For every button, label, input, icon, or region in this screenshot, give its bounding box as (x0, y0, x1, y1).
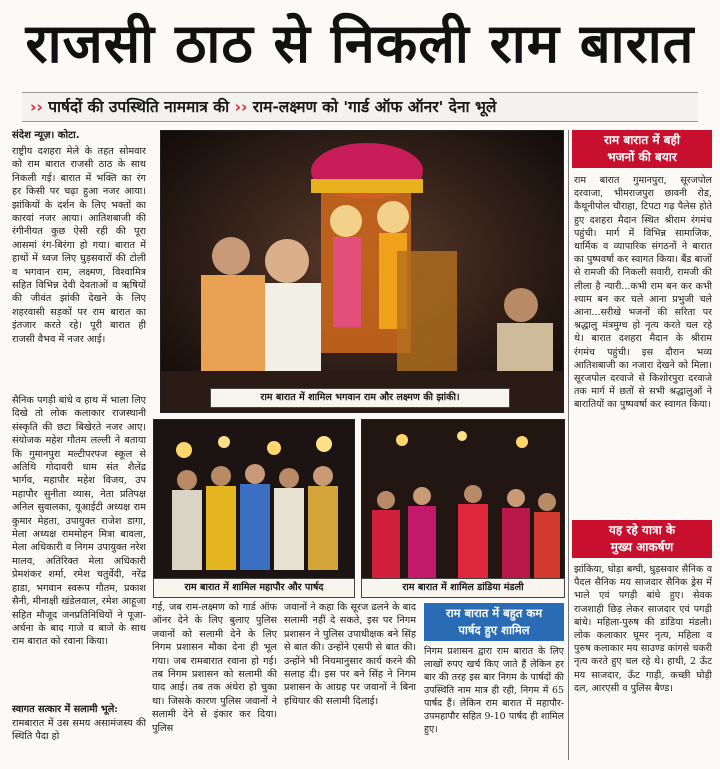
column-1-text-a: राष्ट्रीय दशहरा मेले के तहत सोमवार को राम बारात राजसी ठाठ के साथ निकली गई। बारात में भक्ति का रंग हर किसी पर चढ़ा हुआ नजर आया। झांकियों के दर्शन के लिए भक्तों का कारवां नजर आया। आतिशबाजी की रंगीनीयत कुछ ऐसी रही की पूरा आसमां रंग-बिरंगा हो गया। बारात में हाथों में ध्वज लिए घुड़सवारों की टोली व भगवान राम, लक्ष्मण, विश्वामित्र सहित विभिन्न देवी देवताओं व ऋषियों की जीवंत झांकी देखने के लिए शहरवासी सड़कों पर राम बारात का इंतजार करते रहे। पूरी बारात ही राजसी वैभव में नजर आई। (12, 146, 146, 345)
photo-mayor-councillors (153, 419, 355, 594)
blue-box-heading-line1: राम बारात में बहुत कम (445, 606, 543, 620)
photo-dandiya-troupe-image (362, 420, 565, 594)
blue-box-heading-line2: पार्षद हुए शामिल (458, 623, 530, 637)
right-box-1-heading-line2: भजनों की बयार (607, 150, 677, 164)
subhead-left: पार्षदों की उपस्थिति नाममात्र की (48, 98, 230, 116)
caption-right-photo: राम बारात में शामिल डांडिया मंडली (361, 578, 565, 598)
right-box-2-heading-line1: यह रहे यात्रा के (608, 523, 676, 537)
right-box-1-heading (572, 130, 712, 168)
right-box-2-heading (572, 520, 712, 558)
photo-mayor-councillors-image (154, 420, 355, 594)
caption-main-photo: राम बारात में शामिल भगवान राम और लक्ष्मण की झांकी। (210, 388, 510, 408)
arrow-right: ›› (234, 98, 248, 116)
photo-dandiya-troupe (361, 419, 565, 594)
subheadline-bar (22, 92, 698, 122)
right-box-2-text: झांकिया, घोड़ा बग्घी, घुड़सवार सैनिक व पैदल सैनिक मय साजदार सैनिक ड्रेस में भाले एवं पगड़ी बांधे हुए। सेवक राजशाही छिड़ लेकर साजदार एवं पगड़ी बांधे। महिला-पुरुष की डांडिया मंडली। लोक कलाकार घूमर नृत्य, महिला व पुरुष कलाकार मय साउण्ड कांगसे चकरी नृत्य करते हुए चल रहे थे। हाथी, 2 ऊँट मय साजदार, ऊँट गाड़ी, कच्छी घोड़ी दल, आरएसी व पुलिस बैण्ड। (574, 564, 712, 694)
column-1-text-b: सैनिक पगड़ी बांधे व हाथ में भाला लिए दिखे तो लोक कलाकार राजस्थानी संस्कृति की छटा बिखेरते नजर आए। संयोजक महेश गौतम लल्ली ने बताया कि गुमानपुरा मल्टीपरपज स्कूल से अतिथि गोदावरी धाम संत शैलेंद्र भार्गव, महापौर महेश विजय, उप महापौर सुनीता व्यास, नेता प्रतिपक्ष अनिल सुवालका, यूआईटी अध्यक्ष राम कुमार मेहता, उपायुक्त राजेश डागा, मेला अध्यक्ष राममोहन मित्रा बावला, मेला अधिकारी व निगम उपायुक्त नरेश मालव, अतिरिक्त मेला अधिकारी प्रेमशंकर शर्मा, रमेश चतुर्वेदी, नरेंद्र हाडा, भगवान स्वरूप गौतम, प्रकाश सैनी, मीनाक्षी खंडेलवाल, रमेश आहूजा सहित मौजूद जनप्रतिनिधियों ने पूजा-अर्चना के बाद गाजे व बाजे के साथ राम बारात को रवाना किया। (12, 395, 146, 648)
column-divider (568, 130, 569, 760)
column-1-subhead: स्वागत सत्कार में सलामी भूले: (12, 704, 118, 715)
column-3-text: जवानों ने कहा कि सूरज ढलने के बाद सलामी नहीं दे सकते, इस पर निगम प्रशासन ने पुलिस उपाधीक्षक बने सिंह से बात की। उन्होंने एसपी से बात की। उन्होंने भी नियमानुसार कार्य करने की सलाह दी। इस पर बने सिंह ने निगम प्रशासन के आग्रह पर जवानों ने बिना हथियार की सलामी दिलाई। (284, 602, 416, 707)
right-box-1-text: राम बारात गुमानपुरा, सूरजपोल दरवाजा, भीमराजपुरा छावनी रोड, कैथूनीपोल चौराहा, टिपटा गढ़ पैलेस होते हुए दशहरा मैदान स्थित श्रीराम रंगमंच पहुंची। मार्ग में विभिन्न सामाजिक, धार्मिक व व्यापारिक संगठनों ने बारात का पुष्पवर्षा कर स्वागत किया। बैंड बाजों से रामजी की निकली सवारी, रामजी की लीला है न्यारी...कभी राम बन कर कभी श्याम बन कर चले आना प्रभुजी चले आना...सरीखे भजनों की सरिता पर श्रद्धालु मंत्रमुग्ध हो नृत्य करते चल रहे थे। बारात दशहरा मैदान के श्रीराम रंगमंच पहुंची। इस दौरान भव्य आतिशबाजी का नजारा देखने को मिला। सूरजपोल दरवाजे से किशोरपुरा दरवाजे तक मार्ग में छतों से सभी श्रद्धालुओं ने बारातियों का पुष्पवर्षा कर स्वागत किया। (574, 175, 712, 411)
right-box-1-heading-line1: राम बारात में बही (603, 133, 681, 147)
headline: राजसी ठाठ से निकली राम बारात (25, 12, 695, 75)
column-2-text: गई, जब राम-लक्ष्मण को गार्ड ऑफ ऑनर देने के लिए बुलाए पुलिस जवानों को सलामी देने के लिए निगम प्रशासन मौका देना ही भूल गया। जब रामबारात रवाना हो गई। तब निगम प्रशासन को सलामी की याद आई। तब तक अंधेरा हो चुका था। जिसके कारण पुलिस जवानों ने सलामी देने से इंकार कर दिया। पुलिस (152, 602, 277, 734)
blue-box-heading (424, 603, 564, 641)
photo-ram-lakshman-tableau-image (161, 131, 564, 413)
subhead-right: राम-लक्ष्मण को 'गार्ड ऑफ ऑनर' देना भूले (252, 98, 497, 116)
right-box-2-heading-line2: मुख्य आकर्षण (610, 540, 674, 554)
photo-ram-lakshman-tableau (160, 130, 564, 413)
column-1-subtext: रामबारात में उस समय असामंजस्य की स्थिति पैदा हो (12, 718, 146, 743)
caption-left-photo: राम बारात में शामिल महापौर और पार्षद (153, 578, 355, 598)
dateline: संदेश न्यूज़। कोटा. (12, 130, 80, 141)
blue-box-text: निगम प्रशासन द्वारा राम बारात के लिए लाखों रुपए खर्च किए जाते हैं लेकिन हर बार की तरह इस बार निगम के पार्षदों की उपस्थिति नाम मात्र ही रही, निगम में 65 पार्षद हैं। लेकिन राम बारात में महापौर-उपमहापौर सहित 9-10 पार्षद ही शामिल हुए। (424, 646, 564, 735)
arrow-left: ›› (30, 98, 43, 116)
